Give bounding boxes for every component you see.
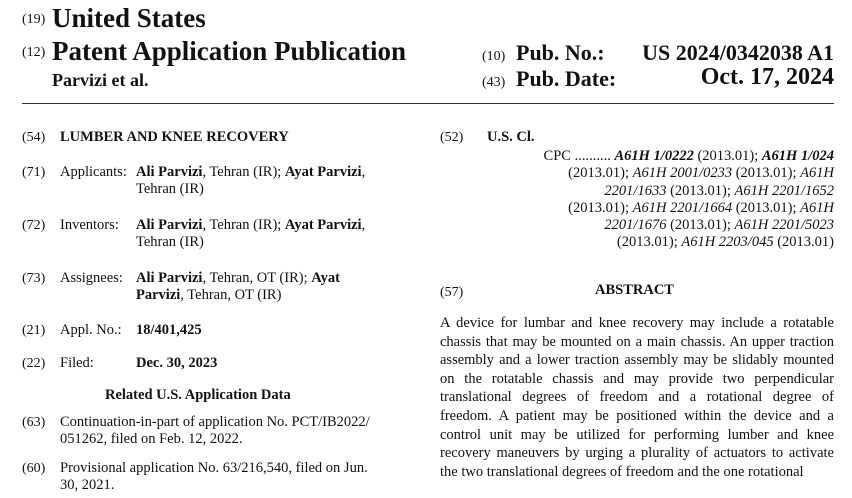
inventors-value: [136, 217, 426, 251]
appl-no-label: Appl. No.:: [60, 322, 122, 338]
pub-number: US 2024/0342038 A1: [642, 40, 834, 65]
applicants-label: Applicants:: [60, 164, 127, 180]
inid-code-60: (60): [22, 461, 46, 476]
cpc-code: A61H 2201/5023: [734, 217, 834, 234]
punctuation: ,: [361, 164, 366, 180]
inid-code-19: (19): [22, 12, 46, 27]
inventors-short: Parvizi et al.: [52, 70, 149, 90]
cpc-code: A61H 2203/045: [681, 234, 774, 251]
punctuation: ,: [361, 217, 366, 233]
country-title: United States: [52, 3, 206, 33]
filed-value: Dec. 30, 2023: [136, 355, 218, 371]
related-data-heading: Related U.S. Application Data: [105, 387, 291, 403]
cpc-code: A61H: [800, 199, 834, 216]
appl-no-value: 18/401,425: [136, 322, 202, 338]
inid-code-21: (21): [22, 323, 46, 338]
applicant-name: Ali Parvizi: [136, 164, 203, 180]
inid-code-43: (43): [482, 75, 506, 90]
applicant-location: , Tehran (IR);: [202, 164, 285, 180]
cpc-code: 2201/1633: [604, 182, 667, 199]
inid-code-22: (22): [22, 356, 46, 371]
inventor-location: , Tehran (IR);: [202, 217, 285, 233]
provisional-text: [60, 460, 420, 494]
header-divider: [22, 103, 834, 104]
cpc-date: (2013.01);: [568, 199, 633, 216]
assignee-name: Parvizi: [136, 287, 181, 303]
provisional-line: Provisional application No. 63/216,540, filed on Jun.: [60, 460, 368, 476]
continuation-line: Continuation-in-part of application No. PCT/IB2022/: [60, 414, 370, 430]
continuation-line: 051262, filed on Feb. 12, 2022.: [60, 431, 243, 447]
assignees-value: [136, 270, 426, 304]
cpc-code: A61H 1/0222: [614, 148, 694, 164]
assignee-location: , Tehran, OT (IR): [180, 287, 282, 303]
pub-date-label: Pub. Date:: [516, 66, 617, 91]
cpc-classification: [440, 148, 834, 252]
cpc-date: (2013.01);: [616, 234, 682, 251]
inventors-label: Inventors:: [60, 217, 119, 233]
cpc-date: (2013.01);: [568, 165, 633, 182]
inventor-name: Ayat Parvizi: [284, 217, 362, 233]
assignee-location: , Tehran, OT (IR);: [202, 270, 312, 286]
cpc-code: A61H 2001/0233: [632, 165, 733, 182]
invention-title: LUMBER AND KNEE RECOVERY: [60, 129, 289, 145]
publication-type-title: Patent Application Publication: [52, 36, 407, 66]
inid-code-71: (71): [22, 165, 46, 180]
pub-date: Oct. 17, 2024: [700, 64, 834, 90]
cpc-code: 2201/1676: [604, 217, 667, 234]
inventor-name: Ali Parvizi: [136, 217, 203, 233]
inid-code-57: (57): [440, 285, 464, 300]
cpc-code: A61H 2201/1664: [632, 199, 733, 216]
provisional-line: 30, 2021.: [60, 477, 115, 493]
assignee-name: Ali Parvizi: [136, 270, 203, 286]
assignees-label: Assignees:: [60, 270, 123, 286]
us-cl-label: U.S. Cl.: [487, 129, 535, 145]
cpc-code: A61H 2201/1652: [734, 182, 834, 199]
cpc-date: (2013.01);: [732, 199, 801, 216]
cpc-date: (2013.01);: [693, 148, 762, 164]
cpc-date: (2013.01);: [732, 165, 801, 182]
inid-code-72: (72): [22, 218, 46, 233]
inid-code-73: (73): [22, 271, 46, 286]
applicants-value: [136, 164, 426, 198]
cpc-date: (2013.01);: [666, 217, 735, 234]
inid-code-10: (10): [482, 49, 506, 64]
inid-code-54: (54): [22, 130, 46, 145]
inid-code-12: (12): [22, 45, 46, 60]
cpc-code: A61H: [800, 165, 834, 182]
cpc-prefix: CPC ..........: [543, 148, 611, 164]
filed-label: Filed:: [60, 355, 94, 371]
applicant-name: Ayat Parvizi: [284, 164, 362, 180]
cpc-code: A61H 1/024: [761, 148, 834, 164]
inventor-location: Tehran (IR): [136, 234, 204, 250]
continuation-text: [60, 414, 420, 448]
inid-code-52: (52): [440, 130, 464, 145]
inid-code-63: (63): [22, 415, 46, 430]
cpc-date: (2013.01): [773, 234, 834, 251]
abstract-text: A device for lumbar and knee recovery may include a rotatable chassis that may be mounted on a main chassis. An upper traction assembly and a lower traction assembly may be slidably mounted on the rotatable chassis and may provide two perpendicular translational degrees of freedom and a rotational degree of freedom. A patient may be positioned within the device and a control unit may be utilized for performing lumber and knee recovery maneuvers by urging a plurality of actuators to activate the two translational degrees of freedom and the one rotational: [440, 315, 834, 480]
cpc-date: (2013.01);: [666, 182, 735, 199]
applicant-location: Tehran (IR): [136, 181, 204, 197]
pub-no-label: Pub. No.:: [516, 40, 605, 65]
assignee-name: Ayat: [311, 270, 340, 286]
abstract-heading: ABSTRACT: [595, 282, 674, 298]
